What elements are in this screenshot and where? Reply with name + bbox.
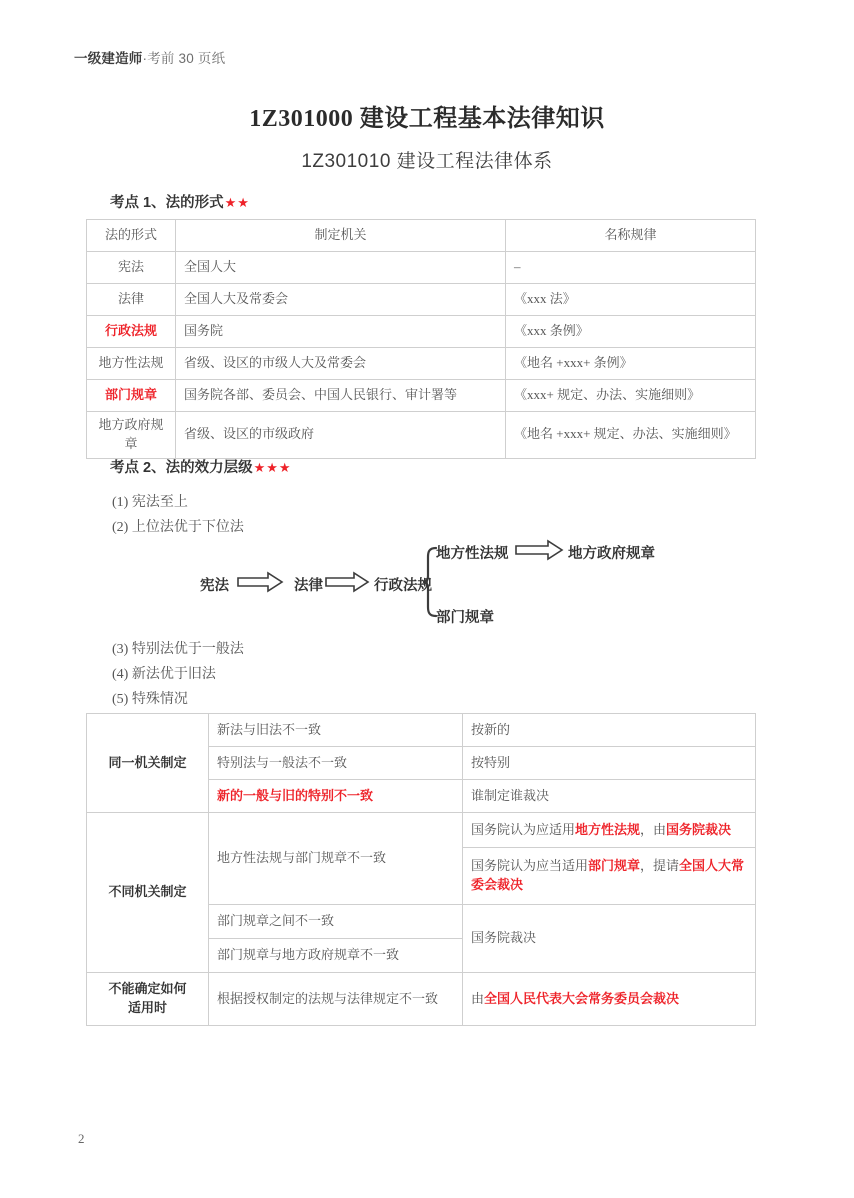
table-row bbox=[87, 973, 756, 1026]
principle-item-2: (2) 上位法优于下位法 bbox=[112, 520, 244, 535]
cell-organ: 国务院 bbox=[176, 316, 506, 348]
group-label-undetermined bbox=[87, 973, 209, 1026]
cell-form: 部门规章 bbox=[87, 380, 176, 412]
cell-form: 地方政府规章 bbox=[87, 412, 176, 459]
cell-organ: 省级、设区的市级政府 bbox=[176, 412, 506, 459]
cell-result: 按新的 bbox=[463, 714, 756, 747]
table-row bbox=[87, 252, 756, 284]
cell-organ: 国务院各部、委员会、中国人民银行、审计署等 bbox=[176, 380, 506, 412]
table-header-row bbox=[87, 220, 756, 252]
cell-case: 部门规章与地方政府规章不一致 bbox=[209, 939, 463, 973]
result-part: 由 bbox=[471, 990, 485, 1006]
running-header bbox=[74, 47, 225, 67]
page-title: 1Z301000 建设工程基本法律知识 bbox=[249, 106, 605, 132]
section-heading-1 bbox=[110, 191, 250, 212]
result-part-highlight: 全国人大常委会裁决 bbox=[471, 858, 745, 892]
result-part: 国务院认为应适用 bbox=[471, 821, 576, 837]
cell-organ: 全国人大 bbox=[176, 252, 506, 284]
cell-case: 根据授权制定的法规与法律规定不一致 bbox=[209, 973, 463, 1026]
cell-form: 宪法 bbox=[87, 252, 176, 284]
diagram-node-law: 法律 bbox=[294, 578, 323, 594]
cell-case: 新的一般与旧的特别不一致 bbox=[209, 780, 463, 813]
principle-item-1: (1) 宪法至上 bbox=[112, 495, 188, 510]
diagram-node-department-rule: 部门规章 bbox=[436, 610, 494, 626]
cell-organ: 省级、设区的市级人大及常委会 bbox=[176, 348, 506, 380]
group-label-line-2: 适用时 bbox=[127, 1000, 167, 1015]
cell-case: 特别法与一般法不一致 bbox=[209, 747, 463, 780]
diagram-node-admin-regulation: 行政法规 bbox=[374, 578, 432, 594]
column-header-naming: 名称规律 bbox=[506, 220, 756, 252]
table-row bbox=[87, 284, 756, 316]
result-part: 国务院裁决 bbox=[471, 930, 537, 946]
block-arrow-icon bbox=[238, 573, 282, 591]
table-row bbox=[87, 316, 756, 348]
diagram-node-local-regulation: 地方性法规 bbox=[436, 546, 509, 562]
running-header-title: 一级建造师 bbox=[74, 51, 143, 66]
cell-organ: 全国人大及常委会 bbox=[176, 284, 506, 316]
section-1-star-rating: ★★ bbox=[224, 195, 250, 210]
result-part-highlight: 全国人民代表大会常务委员会裁决 bbox=[484, 990, 680, 1006]
column-header-form: 法的形式 bbox=[87, 220, 176, 252]
group-label-different-authority: 不同机关制定 bbox=[87, 813, 209, 973]
table-row bbox=[87, 813, 756, 848]
cell-result bbox=[463, 848, 756, 905]
result-part-highlight: 国务院裁决 bbox=[666, 821, 732, 837]
diagram-node-local-gov-rule: 地方政府规章 bbox=[568, 546, 655, 562]
cell-result bbox=[463, 813, 756, 848]
cell-result: 谁制定谁裁决 bbox=[463, 780, 756, 813]
cell-naming: 《xxx+ 规定、办法、实施细则》 bbox=[506, 380, 756, 412]
result-part: ，提请 bbox=[640, 858, 680, 874]
column-header-organ: 制定机关 bbox=[176, 220, 506, 252]
table-law-forms bbox=[86, 219, 756, 459]
table-row bbox=[87, 714, 756, 747]
block-arrow-icon bbox=[326, 573, 368, 591]
cell-form: 行政法规 bbox=[87, 316, 176, 348]
cell-naming: 《xxx 法》 bbox=[506, 284, 756, 316]
table-row bbox=[87, 412, 756, 459]
table-special-cases bbox=[86, 713, 756, 1026]
result-part-highlight: 地方性法规 bbox=[575, 821, 641, 837]
cell-form: 法律 bbox=[87, 284, 176, 316]
result-part: 国务院认为应当适用 bbox=[471, 858, 589, 874]
diagram-node-constitution: 宪法 bbox=[200, 578, 229, 594]
running-header-subtitle: ·考前 30 页纸 bbox=[142, 51, 226, 66]
cell-naming: 《xxx 条例》 bbox=[506, 316, 756, 348]
section-2-star-rating: ★★★ bbox=[253, 460, 292, 475]
law-hierarchy-diagram bbox=[186, 534, 706, 630]
table-row bbox=[87, 348, 756, 380]
result-part: ，由 bbox=[640, 821, 667, 837]
principle-item-5: (5) 特殊情况 bbox=[112, 692, 188, 707]
section-heading-2 bbox=[110, 456, 292, 477]
page-number: 2 bbox=[78, 1131, 85, 1146]
cell-case: 部门规章之间不一致 bbox=[209, 905, 463, 939]
cell-case: 新法与旧法不一致 bbox=[209, 714, 463, 747]
page-subtitle: 1Z301010 建设工程法律体系 bbox=[301, 151, 553, 172]
cell-result bbox=[463, 973, 756, 1026]
cell-result: 按特别 bbox=[463, 747, 756, 780]
cell-naming: – bbox=[506, 252, 756, 284]
block-arrow-icon bbox=[516, 541, 562, 559]
cell-naming: 《地名 +xxx+ 条例》 bbox=[506, 348, 756, 380]
group-label-line-1: 不能确定如何 bbox=[108, 981, 187, 997]
principle-item-3: (3) 特别法优于一般法 bbox=[112, 642, 244, 657]
result-part-highlight: 部门规章 bbox=[588, 858, 641, 874]
group-label-same-authority: 同一机关制定 bbox=[87, 714, 209, 813]
principle-item-4: (4) 新法优于旧法 bbox=[112, 667, 216, 682]
section-heading-1-text: 考点 1、法的形式 bbox=[110, 195, 224, 211]
cell-form: 地方性法规 bbox=[87, 348, 176, 380]
cell-naming: 《地名 +xxx+ 规定、办法、实施细则》 bbox=[506, 412, 756, 459]
cell-case: 地方性法规与部门规章不一致 bbox=[209, 813, 463, 905]
table-row bbox=[87, 380, 756, 412]
section-heading-2-text: 考点 2、法的效力层级 bbox=[110, 460, 253, 476]
cell-result bbox=[463, 905, 756, 973]
